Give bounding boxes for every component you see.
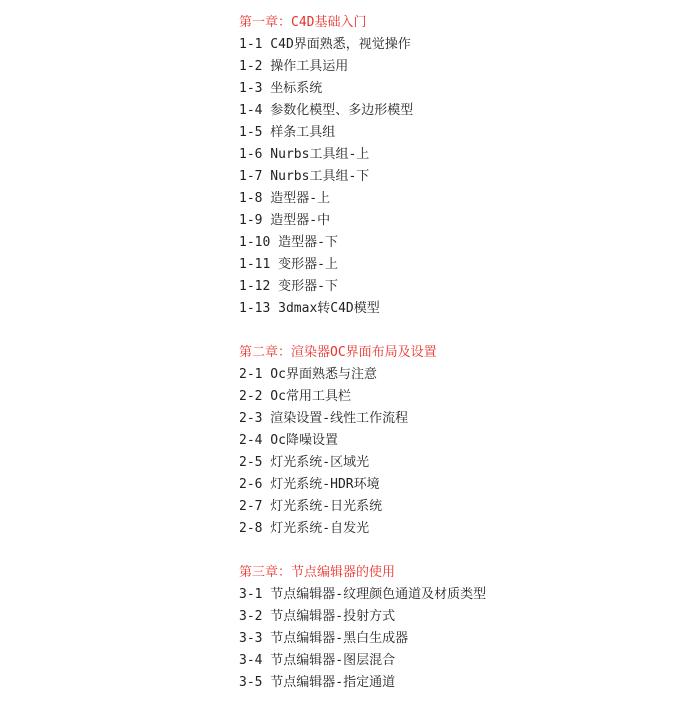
lesson-item: 1-2 操作工具运用 (239, 59, 349, 74)
lesson-item: 1-1 C4D界面熟悉，视觉操作 (239, 37, 411, 52)
lesson-item: 1-5 样条工具组 (239, 125, 336, 140)
lesson-item: 1-13 3dmax转C4D模型 (239, 301, 380, 316)
course-outline (239, 12, 679, 694)
lesson-item: 2-8 灯光系统-自发光 (239, 521, 370, 536)
lesson-item: 3-5 节点编辑器-指定通道 (239, 675, 396, 690)
lesson-list (239, 584, 679, 694)
chapter-1 (239, 12, 679, 320)
lesson-item: 1-4 参数化模型、多边形模型 (239, 103, 414, 118)
lesson-item: 3-2 节点编辑器-投射方式 (239, 609, 396, 624)
lesson-item: 3-4 节点编辑器-图层混合 (239, 653, 396, 668)
lesson-item: 1-8 造型器-上 (239, 191, 331, 206)
lesson-item: 2-4 Oc降噪设置 (239, 433, 338, 448)
lesson-list (239, 364, 679, 540)
lesson-item: 2-2 Oc常用工具栏 (239, 389, 351, 404)
lesson-item: 1-12 变形器-下 (239, 279, 338, 294)
lesson-item: 3-1 节点编辑器-纹理颜色通道及材质类型 (239, 587, 487, 602)
chapter-3 (239, 562, 679, 694)
lesson-item: 1-9 造型器-中 (239, 213, 331, 228)
lesson-item: 1-11 变形器-上 (239, 257, 338, 272)
lesson-item: 3-3 节点编辑器-黑白生成器 (239, 631, 409, 646)
lesson-item: 1-10 造型器-下 (239, 235, 338, 250)
lesson-item: 2-3 渲染设置-线性工作流程 (239, 411, 409, 426)
chapter-title: 第一章：C4D基础入门 (239, 15, 367, 30)
lesson-item: 2-7 灯光系统-日光系统 (239, 499, 383, 514)
lesson-item: 1-6 Nurbs工具组-上 (239, 147, 370, 162)
chapter-title: 第三章：节点编辑器的使用 (239, 565, 396, 580)
lesson-item: 1-7 Nurbs工具组-下 (239, 169, 370, 184)
lesson-item: 1-3 坐标系统 (239, 81, 323, 96)
chapter-title: 第二章：渲染器OC界面布局及设置 (239, 345, 437, 360)
lesson-item: 2-5 灯光系统-区域光 (239, 455, 370, 470)
lesson-item: 2-6 灯光系统-HDR环境 (239, 477, 380, 492)
lesson-item: 2-1 Oc界面熟悉与注意 (239, 367, 377, 382)
lesson-list (239, 34, 679, 320)
chapter-2 (239, 342, 679, 540)
